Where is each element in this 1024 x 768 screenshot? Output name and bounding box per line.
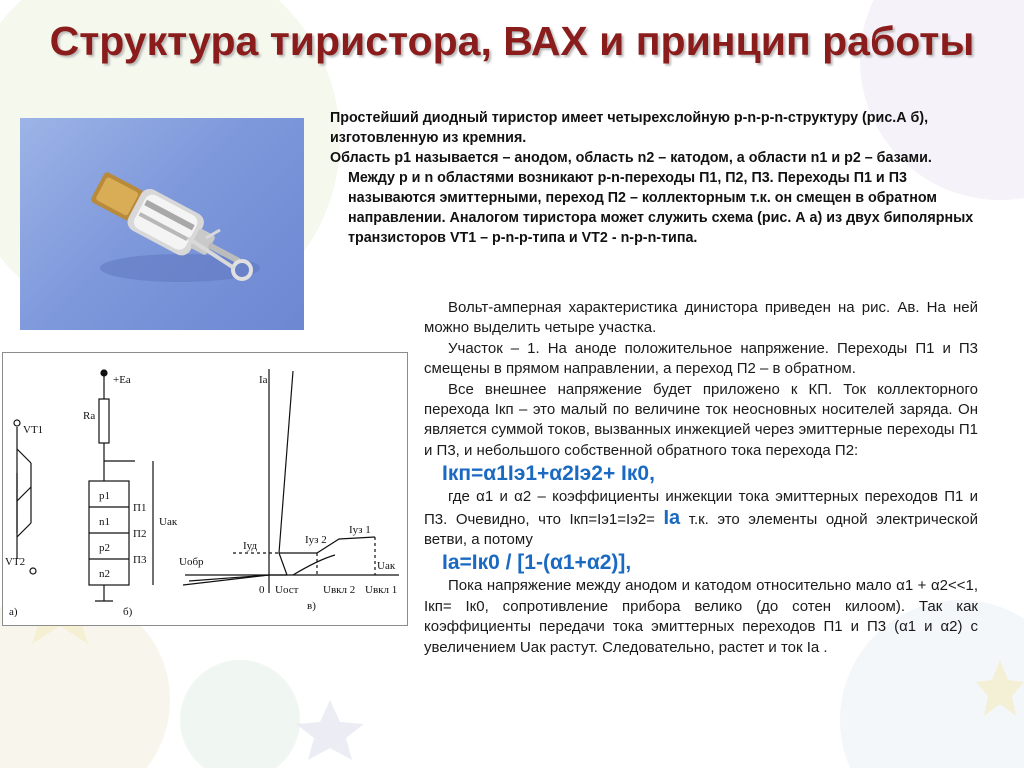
uak-axis-label: Uак: [377, 560, 396, 572]
transistor-analog-circuit: [14, 420, 36, 574]
vt1-label: VT1: [23, 424, 44, 436]
zero-label: 0: [259, 584, 265, 596]
ra-label: Ra: [83, 410, 96, 422]
fig-b-label: б): [123, 606, 133, 618]
iv-characteristic: [183, 369, 399, 593]
intro-paragraph: Область p1 называется – анодом, область n2 – катодом, а области n1 и p2 – базами.: [330, 150, 932, 166]
ea-label: +Ea: [113, 374, 131, 386]
iud-label: Iуд: [243, 540, 258, 552]
junction-p2: П2: [133, 528, 147, 540]
junction-p1: П1: [133, 502, 147, 514]
fig-v-label: в): [307, 600, 316, 612]
uvkl2-label: Uвкл 2: [323, 584, 356, 596]
uak-side-label: Uак: [159, 516, 178, 528]
body-paragraph: Вольт-амперная характеристика динистора приведен на рис. Ав. На ней можно выделить четыре участка.: [424, 299, 978, 337]
fig-a-label: а): [9, 606, 18, 618]
layer-n2: n2: [99, 568, 110, 580]
formula-ikp: Iкп=α1Iэ1+α2Iэ2+ Iк0,: [442, 462, 655, 486]
layer-p1: p1: [99, 490, 110, 502]
uvkl1-label: Uвкл 1: [365, 584, 398, 596]
uost-label: Uост: [275, 584, 299, 596]
intro-paragraph: Простейший диодный тиристор имеет четырехслойную p-n-p-n-структуру (рис.А б), изготовленную из кремния.: [330, 110, 929, 146]
intro-text: [330, 108, 990, 248]
junction-p3: П3: [133, 554, 147, 566]
thyristor-diagram: [2, 352, 408, 626]
body-paragraph: Пока напряжение между анодом и катодом относительно мало α1 + α2<<1, Iкп= Iк0, сопротивление прибора велико (до сотен килоом). Так как коэффициенты передачи тока эмиттерных переходов П1 и П3 (α1 и α2) с увеличением Uак растут. Следовательно, растет и ток Iа .: [424, 577, 978, 656]
layer-n1: n1: [99, 516, 110, 528]
body-paragraph: Все внешнее напряжение будет приложено к КП. Ток коллекторного перехода Iкп – это малый по величине ток неосновных носителей заряда. Он является суммой токов, вызванных инжекцией через эмиттерные переходы П1 и П3, и небольшого собственной обратного тока перехода П2:: [424, 380, 978, 459]
layer-p2: p2: [99, 542, 110, 554]
iuz2-label: Iуз 2: [305, 534, 327, 546]
thyristor-structure: [89, 370, 153, 601]
page-title: Структура тиристора, ВАХ и принцип работы: [49, 18, 975, 64]
uobr-label: Uобр: [179, 556, 204, 568]
ia-symbol: Ia: [663, 506, 681, 529]
body-paragraph: [424, 487, 978, 550]
body-paragraph: Участок – 1. На аноде положительное напряжение. Переходы П1 и П3 смещены в прямом направлении, а переход П2 – в обратном.: [424, 339, 978, 378]
body-text: [424, 298, 978, 658]
intro-paragraph: Между p и n областями возникают p-n-переходы П1, П2, П3. Переходы П1 и П3 называются эмиттерными, переход П2 – коллекторным т.к. он смещен в обратном направлении. Аналогом тиристора может служить схема (рис. А а) из двух биполярных транзисторов VT1 – p-n-p-типа и VT2 - n-p-n-типа.: [348, 170, 974, 246]
vt2-label: VT2: [5, 556, 26, 568]
iuz1-label: Iуз 1: [349, 524, 371, 536]
body-text-fragment: где α1 и α2 – коэффициенты инжекции тока эмиттерных переходов П1 и П3. Очевидно, что Iкп=Iэ1=Iэ2=: [424, 488, 978, 528]
thyristor-photo: [20, 118, 304, 330]
ia-axis-label: Ia: [259, 374, 268, 386]
body-text-fragment: т.к. это элементы одной электрической ветви, а потому: [424, 510, 978, 549]
formula-ia: Ia=Iк0 / [1-(α1+α2)],: [442, 551, 632, 575]
